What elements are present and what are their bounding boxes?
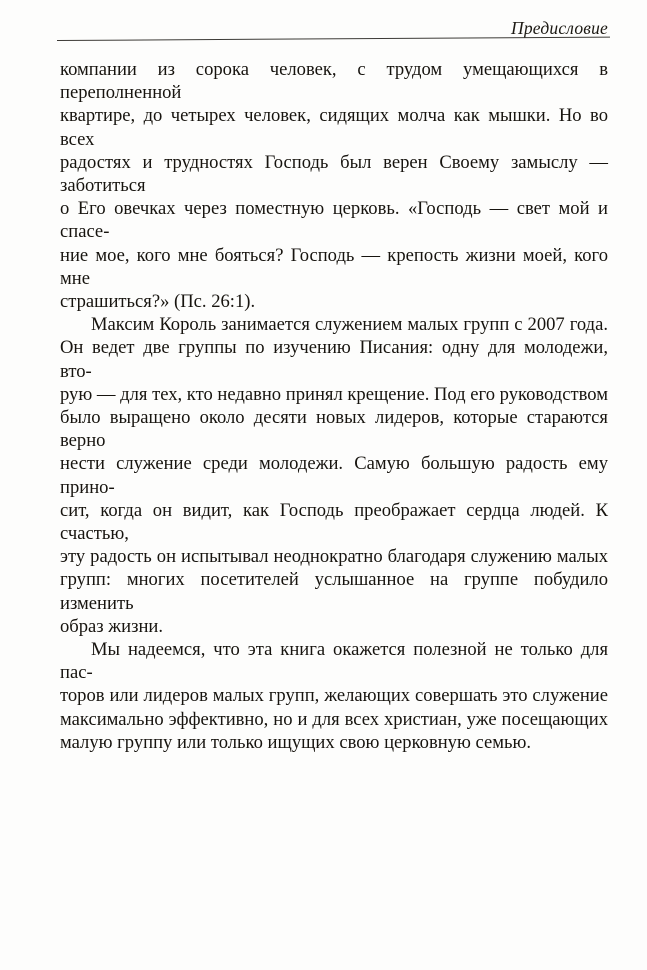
paragraph: [60, 638, 608, 754]
text-line: квартире, до четырех человек, сидящих молча как мышки. Но во всех: [60, 105, 608, 150]
text-line: о Его овечках через поместную церковь. «Господь — свет мой и спасе-: [60, 198, 608, 243]
text-line: малую группу или только ищущих свою церковную семью.: [60, 731, 532, 753]
text-line: Максим Король занимается служением малых групп с 2007 года.: [91, 314, 608, 336]
text-line: групп: многих посетителей услышанное на группе побудило изменить: [60, 569, 608, 614]
text-line: страшиться?» (Пс. 26:1).: [60, 291, 256, 313]
text-line: эту радость он испытывал неоднократно благодаря служению малых: [60, 546, 608, 568]
text-line: образ жизни.: [60, 615, 163, 637]
text-line: радостях и трудностях Господь был верен Своему замыслу — заботиться: [60, 151, 608, 197]
text-line: ние мое, кого мне бояться? Господь — крепость жизни моей, кого мне: [60, 244, 608, 289]
paragraph: [60, 313, 608, 638]
paragraph: [60, 58, 608, 313]
body-text: [60, 58, 608, 754]
text-line: нести служение среди молодежи. Самую большую радость ему прино-: [60, 453, 608, 498]
text-line: Мы надеемся, что эта книга окажется полезной не только для пас-: [60, 639, 608, 684]
text-line: компании из сорока человек, с трудом умещающихся в переполненной: [60, 59, 608, 104]
running-header: Предисловие: [511, 18, 608, 38]
text-line: рую — для тех, кто недавно принял крещение. Под его руководством: [60, 383, 608, 405]
text-line: максимально эффективно, но и для всех христиан, уже посещающих: [60, 708, 608, 730]
text-line: торов или лидеров малых групп, желающих совершать это служение: [60, 685, 608, 707]
text-line: сит, когда он видит, как Господь преображает сердца людей. К счастью,: [60, 499, 608, 545]
text-line: было выращено около десяти новых лидеров, которые стараются верно: [60, 407, 608, 452]
text-line: Он ведет две группы по изучению Писания: одну для молодежи, вто-: [60, 337, 608, 382]
